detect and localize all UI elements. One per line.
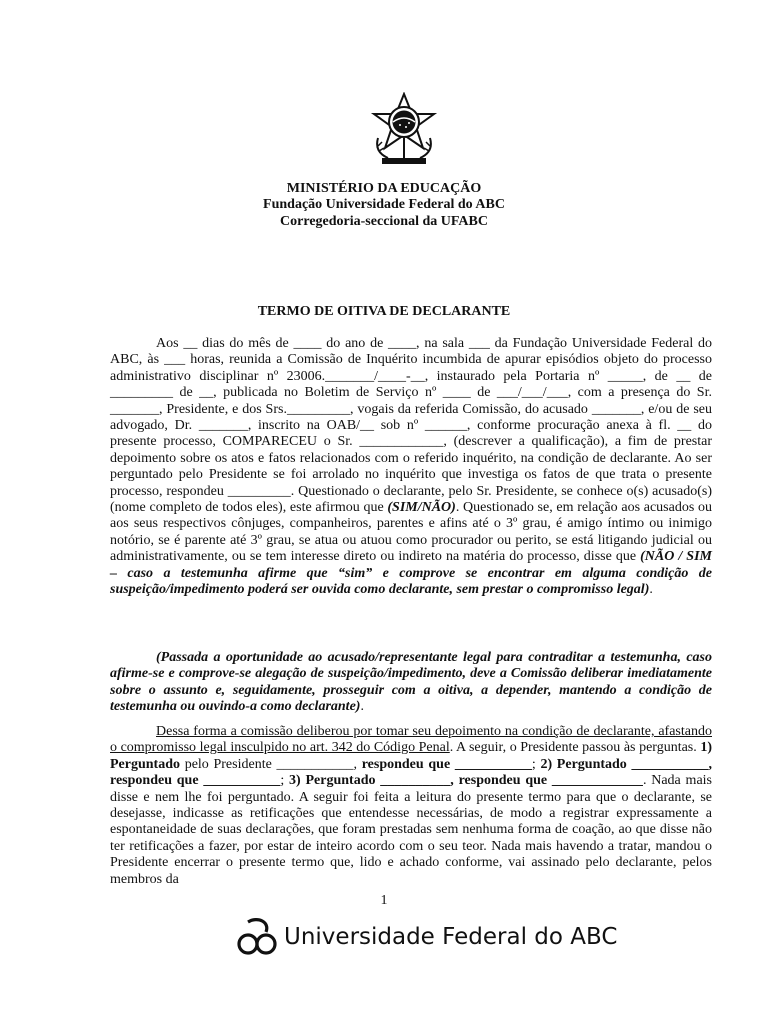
paragraph-2 [110,650,712,716]
para3-bold-4: 3) Perguntado __________, respondeu que _____________ [289,773,643,789]
ministry-title: MINISTÉRIO DA EDUCAÇÃO [286,181,482,196]
paragraph-3 [110,724,712,888]
page-number: 1 [380,893,388,908]
university-title: Fundação Universidade Federal do ABC [263,197,505,212]
para3-underlined: Dessa forma a comissão deliberou por tomar seu depoimento na condição de declarante, afastando o compromisso legal insculpido no art. 342 do Código Penal [110,724,712,756]
para3-bold-3: 2) Perguntado ___________, respondeu que ___________ [110,756,713,789]
department-title: Corregedoria-seccional da UFABC [280,214,488,229]
para1-text-2: . Questionado se, em relação aos acusados ou aos seus respectivos cônjuges, companheiros, parentes e afins até o 3º grau, é amigo íntimo ou inimigo notório, se é parente até 3º grau, se atua ou atuou como procurador ou perito, se está litigando judicial ou administrativamente, ou se tem interesse direto ou indireto na matéria do processo, disse que [110,500,712,565]
para3-text-3: ; [531,756,541,772]
paragraph-1 [110,336,712,599]
para3-bold-2: respondeu que ___________ [361,756,532,772]
para3-text-2: pelo Presidente ___________, [180,756,362,772]
document-title: TERMO DE OITIVA DE DECLARANTE [257,304,511,319]
para1-bold-1: (SIM/NÃO) [387,500,456,516]
para3-text-1: . A seguir, o Presidente passou às perguntas. [449,740,701,756]
para3-text-4: ; [280,773,290,789]
para2-text: (Passada a oportunidade ao acusado/representante legal para contraditar a testemunha, caso afirme-se e comprove-se alegação de suspeição/impedimento, deve a Comissão deliberar imediatamente sobre o assunto e, seguidamente, prosseguir com a oitiva, a depender, mantendo a condição de testemunha ou ouvindo-a como declarante) [110,650,712,715]
para3-bold-1: 1) Perguntado [110,740,713,772]
coat-of-arms-brazil-icon [368,92,440,168]
para1-text-3: . [649,582,653,598]
para1-bold-2: (NÃO / SIM – caso a testemunha afirme que “sim” e comprove se encontrar em alguma condição de suspeição/impedimento poderá ser ouvida como declarante, sem prestar o compromisso legal) [110,549,712,598]
para1-text-1: Aos __ dias do mês de ____ do ano de ____, na sala ___ da Fundação Universidade Federal do ABC, às ___ horas, reunida a Comissão de Inquérito incumbida de apurar episódios objeto do processo administrativo disciplinar nº 23006._______/____-__, instaurado pela Portaria nº _____, de __ de _________ de __, publicada no Boletim de Serviço nº ____ de ___/___/___, com a presença do Sr. _______, Presidente, e dos Srs._________, vogais da referida Comissão, do acusado _______, e/ou de seu advogado, Dr. _______, inscrito na OAB/__ sob nº ______, conforme procuração anexa à fl. __ do presente processo, COMPARECEU o Sr. ____________, (descrever a qualificação), a fim de prestar depoimento sobre os atos e fatos relacionados com o referido inquérito, na condição de declarante. Ao ser perguntado pelo Presidente se foi arrolado no inquérito que investiga os fatos de que trata o presente processo, respondeu _________. Questionado o declarante, pelo Sr. Presidente, se conhece o(s) acusado(s) (nome completo de todos eles), este afirmou que [110,336,712,516]
para3-text-5: . Nada mais disse e nem lhe foi perguntado. A seguir foi feita a leitura do presente termo para que o declarante, se desejasse, indicasse as retificações que entendesse necessárias, de modo a registrar expressamente a espontaneidade de suas declarações, que foram prestadas sem nenhuma forma de coação, ao que disse não ter retificações a fazer, por estar de inteiro acordo com o seu teor. Nada mais havendo a tratar, mandou o Presidente encerrar o presente termo que, lido e achado conforme, vai assinado pelo declarante, pelos membros da [110,773,712,887]
para2-end: . [360,699,364,715]
footer-institution-name: Universidade Federal do ABC [284,924,618,950]
